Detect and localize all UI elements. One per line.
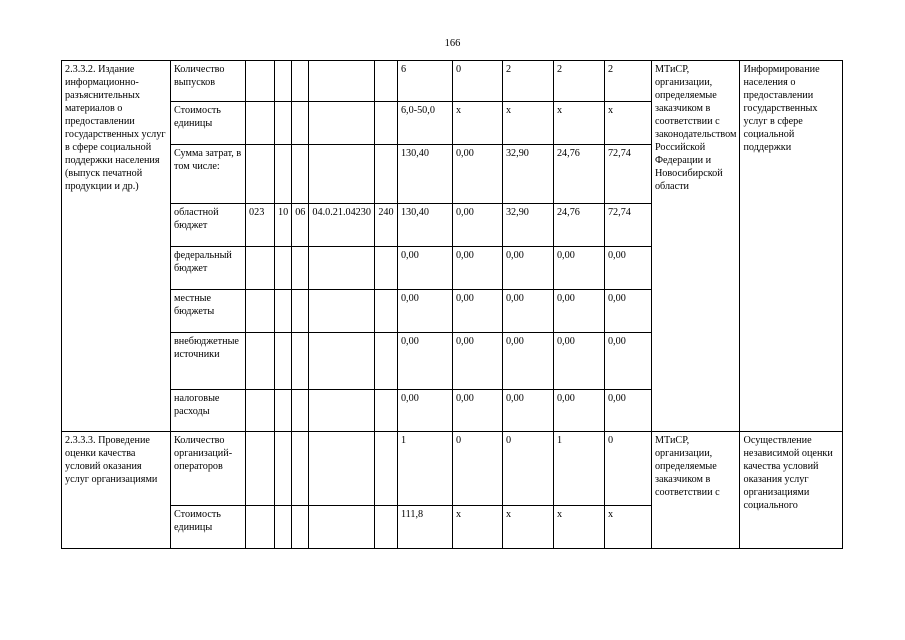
value-cell: 0,00 [452,145,502,204]
value-cell: 0 [452,432,502,506]
indicator-label: налоговые расходы [171,390,246,432]
value-cell: 0,00 [397,333,452,390]
value-cell: 32,90 [502,204,553,247]
value-cell: 0,00 [553,247,604,290]
executor-cell: МТиСР, организации, определяемые заказчиком в соответствии с [651,432,740,549]
value-cell: 6,0-50,0 [397,102,452,145]
value-cell: 0,00 [502,247,553,290]
value-cell: х [502,506,553,549]
value-cell: 111,8 [397,506,452,549]
value-cell: 0,00 [553,333,604,390]
value-cell: 6 [397,61,452,102]
value-cell: 1 [397,432,452,506]
value-cell: х [553,506,604,549]
grbs-code: 023 [246,204,275,247]
value-cell: 0,00 [502,333,553,390]
executor-cell: МТиСР, организации, определяемые заказчиком в соответствии с законодательством Российской Федерации и Новосибирской области [651,61,740,432]
rz-code: 10 [275,204,292,247]
table-row [62,432,843,506]
indicator-label: Сумма затрат, в том числе: [171,145,246,204]
result-cell: Информирование населения о предоставлении государственных услуг в сфере социальной поддержки [740,61,843,432]
value-cell: 0 [502,432,553,506]
value-cell: 0,00 [397,290,452,333]
value-cell: х [502,102,553,145]
value-cell: 24,76 [553,145,604,204]
value-cell: 0,00 [604,247,651,290]
indicator-label: федеральный бюджет [171,247,246,290]
value-cell: 72,74 [604,204,651,247]
value-cell: 0,00 [604,290,651,333]
value-cell: 0,00 [452,204,502,247]
value-cell: 0,00 [452,290,502,333]
program-table [61,60,843,549]
value-cell: 0,00 [553,390,604,432]
value-cell: 0,00 [452,333,502,390]
indicator-label: Количество организаций-операторов [171,432,246,506]
value-cell: 0,00 [452,390,502,432]
value-cell: 1 [553,432,604,506]
vr-code: 240 [374,204,397,247]
value-cell: 0,00 [502,290,553,333]
value-cell: х [452,506,502,549]
value-cell: 0,00 [604,333,651,390]
indicator-label: Стоимость единицы [171,102,246,145]
indicator-label: внебюджетные источники [171,333,246,390]
pr-code: 06 [292,204,309,247]
value-cell: 72,74 [604,145,651,204]
value-cell: х [452,102,502,145]
indicator-label: Стоимость единицы [171,506,246,549]
value-cell: 0,00 [452,247,502,290]
table-row [62,61,843,102]
measure-title: 2.3.3.3. Проведение оценки качества условий оказания услуг организациями [62,432,171,549]
value-cell: 0,00 [604,390,651,432]
measure-title: 2.3.3.2. Издание информационно-разъяснительных материалов о предоставлении государственных услуг в сфере социальной поддержки населения (выпуск печатной продукции и др.) [62,61,171,432]
value-cell: 0 [604,432,651,506]
value-cell: х [604,506,651,549]
value-cell: 130,40 [397,145,452,204]
value-cell: 0,00 [397,247,452,290]
value-cell: х [604,102,651,145]
value-cell: 130,40 [397,204,452,247]
value-cell: 0,00 [502,390,553,432]
value-cell: 0,00 [397,390,452,432]
indicator-label: местные бюджеты [171,290,246,333]
value-cell: 32,90 [502,145,553,204]
value-cell: 0 [452,61,502,102]
result-cell: Осуществление независимой оценки качества условий оказания услуг организациями социального [740,432,843,549]
csr-code: 04.0.21.04230 [309,204,375,247]
value-cell: 2 [604,61,651,102]
indicator-label: Количество выпусков [171,61,246,102]
value-cell: 24,76 [553,204,604,247]
page-number: 166 [444,38,461,49]
value-cell: 2 [553,61,604,102]
value-cell: 0,00 [553,290,604,333]
indicator-label: областной бюджет [171,204,246,247]
value-cell: х [553,102,604,145]
value-cell: 2 [502,61,553,102]
